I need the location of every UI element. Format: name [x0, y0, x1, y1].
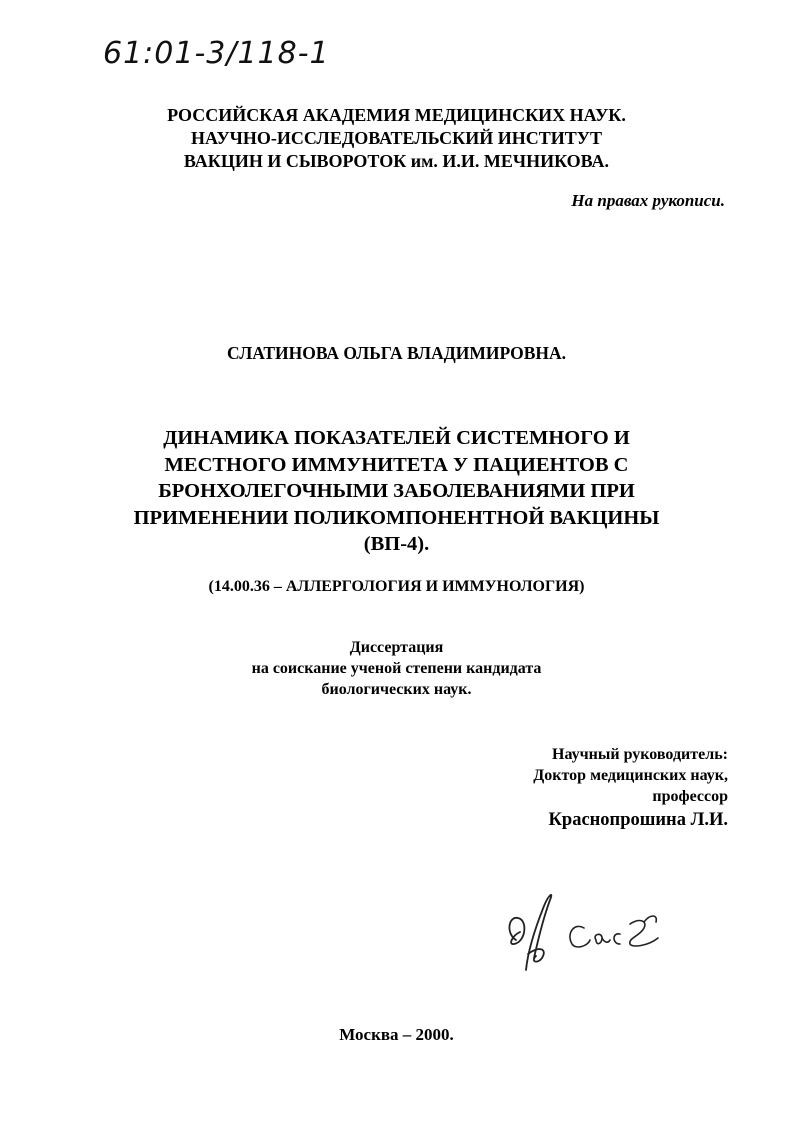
supervisor-label: Научный руководитель: [552, 746, 728, 763]
author-name: СЛАТИНОВА ОЛЬГА ВЛАДИМИРОВНА. [227, 343, 566, 363]
archive-number: 61:01-3/118-1 [103, 36, 330, 71]
title-line: (ВП-4). [363, 533, 430, 555]
dissertation-line: на соискание ученой степени кандидата [251, 660, 542, 677]
supervisor-block [398, 744, 728, 833]
handwritten-signature [498, 888, 678, 978]
rights-note: На правах рукописи. [571, 191, 725, 210]
institution-line: ВАКЦИН И СЫВОРОТОК им. И.И. МЕЧНИКОВА. [183, 151, 610, 171]
title-line: ПРИМЕНЕНИИ ПОЛИКОМПОНЕНТНОЙ ВАКЦИНЫ [133, 506, 660, 529]
dissertation-line: биологических наук. [321, 681, 472, 698]
institution-block [0, 104, 793, 173]
dissertation-line: Диссертация [349, 639, 444, 656]
dissertation-info [0, 637, 793, 700]
supervisor-rank: профессор [652, 788, 728, 805]
title-line: БРОНХОЛЕГОЧНЫМИ ЗАБОЛЕВАНИЯМИ ПРИ [158, 480, 635, 502]
dissertation-title [0, 425, 793, 558]
institution-line: РОССИЙСКАЯ АКАДЕМИЯ МЕДИЦИНСКИХ НАУК. [167, 105, 626, 125]
supervisor-name: Краснопрошина Л.И. [548, 810, 728, 830]
title-line: МЕСТНОГО ИММУНИТЕТА У ПАЦИЕНТОВ С [164, 453, 629, 476]
title-line: ДИНАМИКА ПОКАЗАТЕЛЕЙ СИСТЕМНОГО И [163, 427, 630, 449]
institution-line: НАУЧНО-ИССЛЕДОВАТЕЛЬСКИЙ ИНСТИТУТ [191, 128, 602, 148]
supervisor-degree: Доктор медицинских наук, [533, 767, 728, 784]
city-year: Москва – 2000. [339, 1025, 454, 1044]
specialty: (14.00.36 – АЛЛЕРГОЛОГИЯ И ИММУНОЛОГИЯ) [208, 578, 585, 595]
